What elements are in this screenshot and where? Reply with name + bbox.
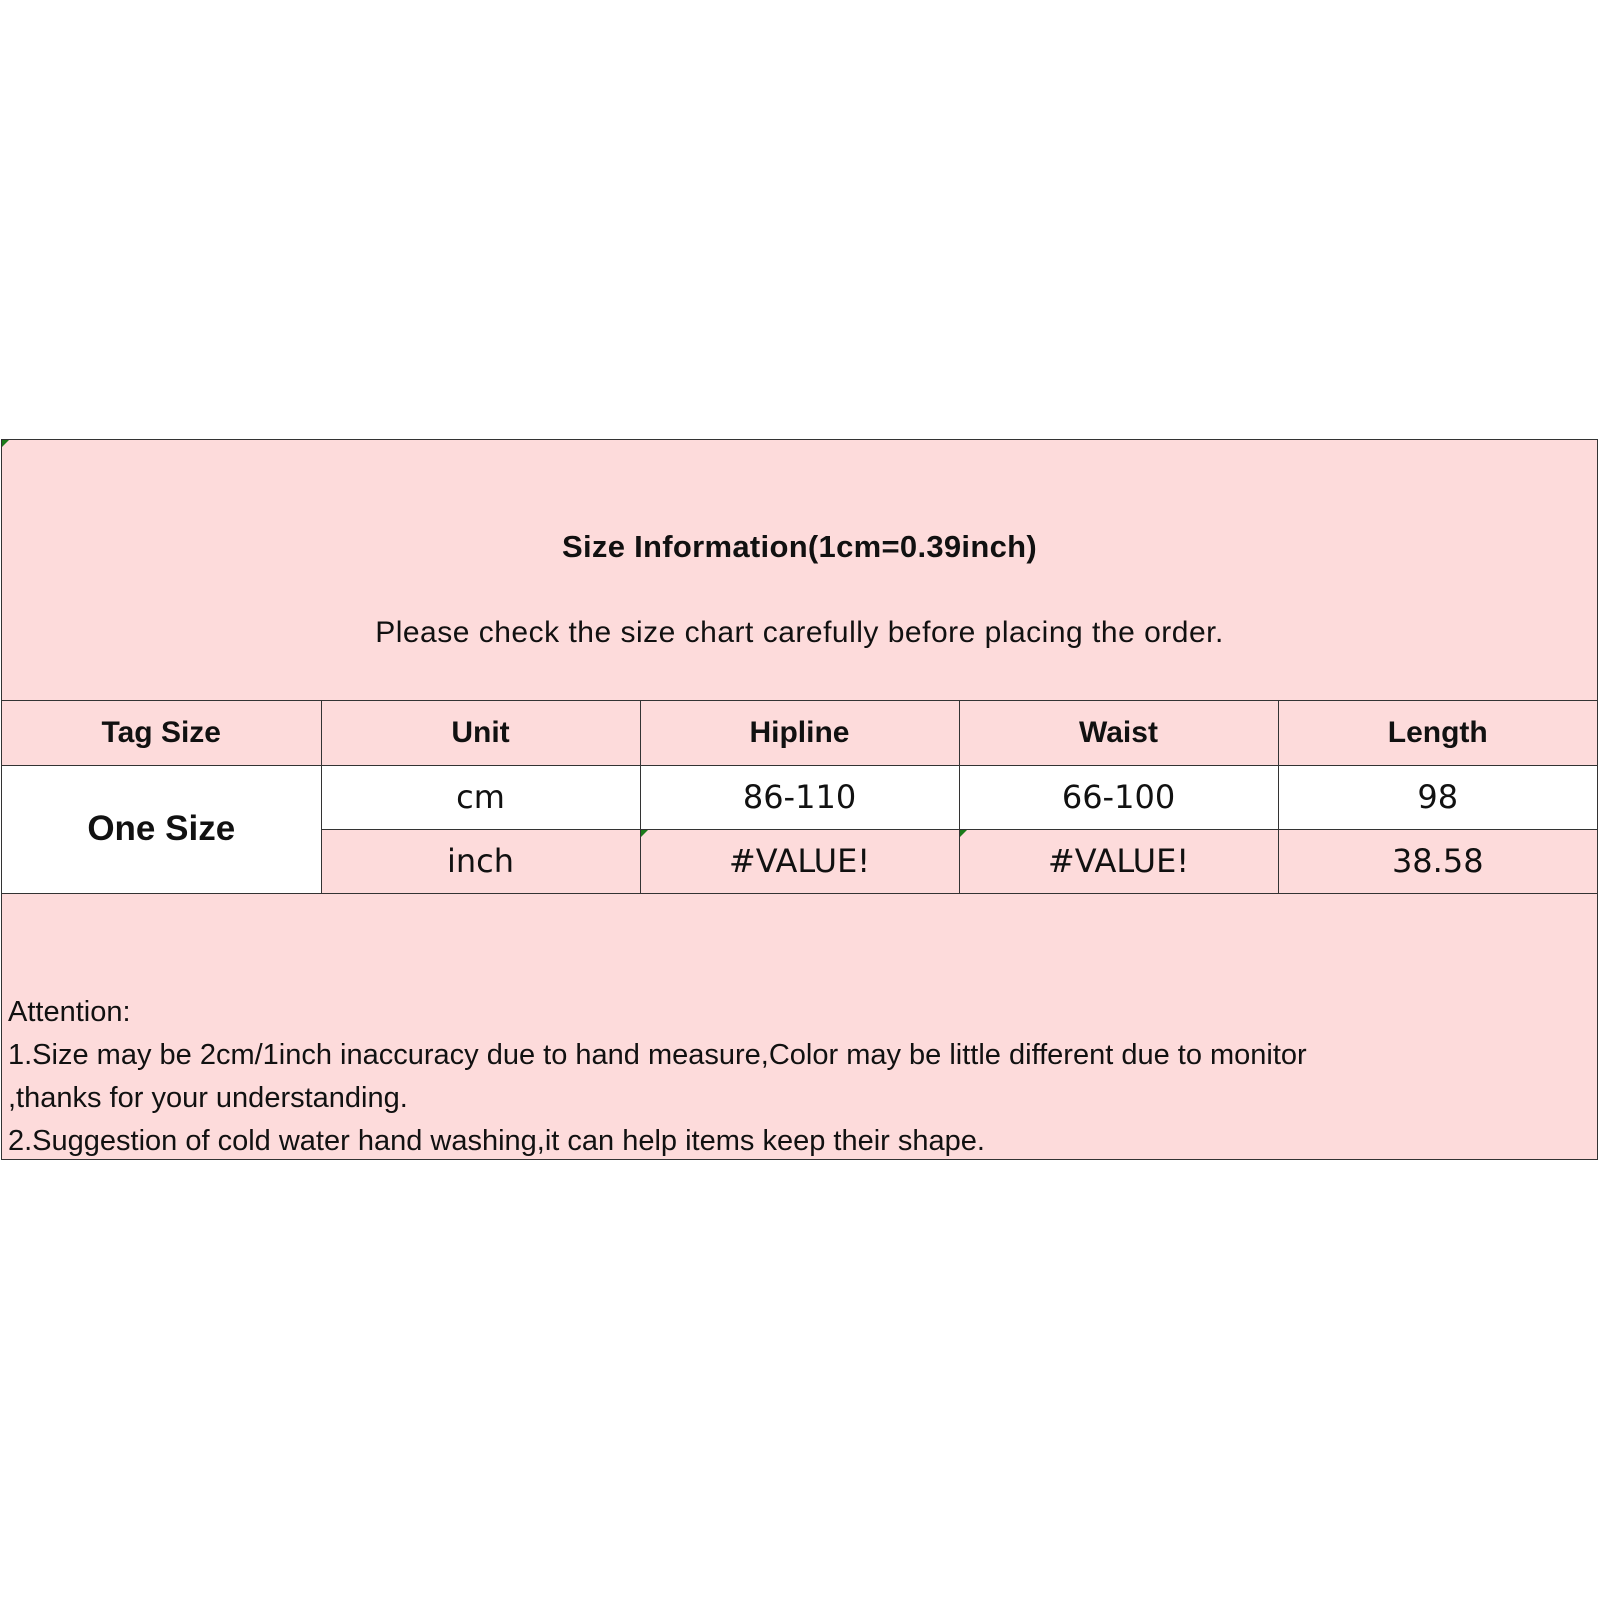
size-chart-sheet (1, 439, 1598, 1160)
waist-value: #VALUE! (1047, 842, 1190, 880)
error-marker-icon (641, 830, 648, 837)
unit-cell: inch (321, 829, 640, 893)
attention-heading: Attention: (8, 996, 131, 1028)
hipline-cell: 86-110 (640, 765, 959, 829)
size-info-subtitle: Please check the size chart carefully before placing the order. (375, 616, 1224, 649)
unit-cell: cm (321, 765, 640, 829)
size-table (2, 701, 1597, 894)
waist-cell: 66-100 (959, 765, 1278, 829)
size-info-header (2, 440, 1597, 701)
column-header-waist: Waist (959, 701, 1278, 765)
hipline-value: #VALUE! (728, 842, 871, 880)
waist-cell (959, 829, 1278, 893)
hipline-cell (640, 829, 959, 893)
size-info-title: Size Information(1cm=0.39inch) (562, 529, 1037, 564)
column-header-length: Length (1278, 701, 1597, 765)
attention-note-1-continued: ,thanks for your understanding. (8, 1082, 408, 1114)
column-header-hipline: Hipline (640, 701, 959, 765)
error-marker-icon (960, 830, 967, 837)
length-cell: 38.58 (1278, 829, 1597, 893)
tag-size-cell: One Size (2, 765, 321, 893)
column-header-tag-size: Tag Size (2, 701, 321, 765)
table-header-row (2, 701, 1597, 765)
attention-note-1: 1.Size may be 2cm/1inch inaccuracy due to hand measure,Color may be little different due to monitor (8, 1039, 1307, 1071)
length-cell: 98 (1278, 765, 1597, 829)
attention-notes (8, 991, 1588, 1163)
attention-note-2: 2.Suggestion of cold water hand washing,it can help items keep their shape. (8, 1125, 985, 1157)
table-row (2, 765, 1597, 829)
column-header-unit: Unit (321, 701, 640, 765)
